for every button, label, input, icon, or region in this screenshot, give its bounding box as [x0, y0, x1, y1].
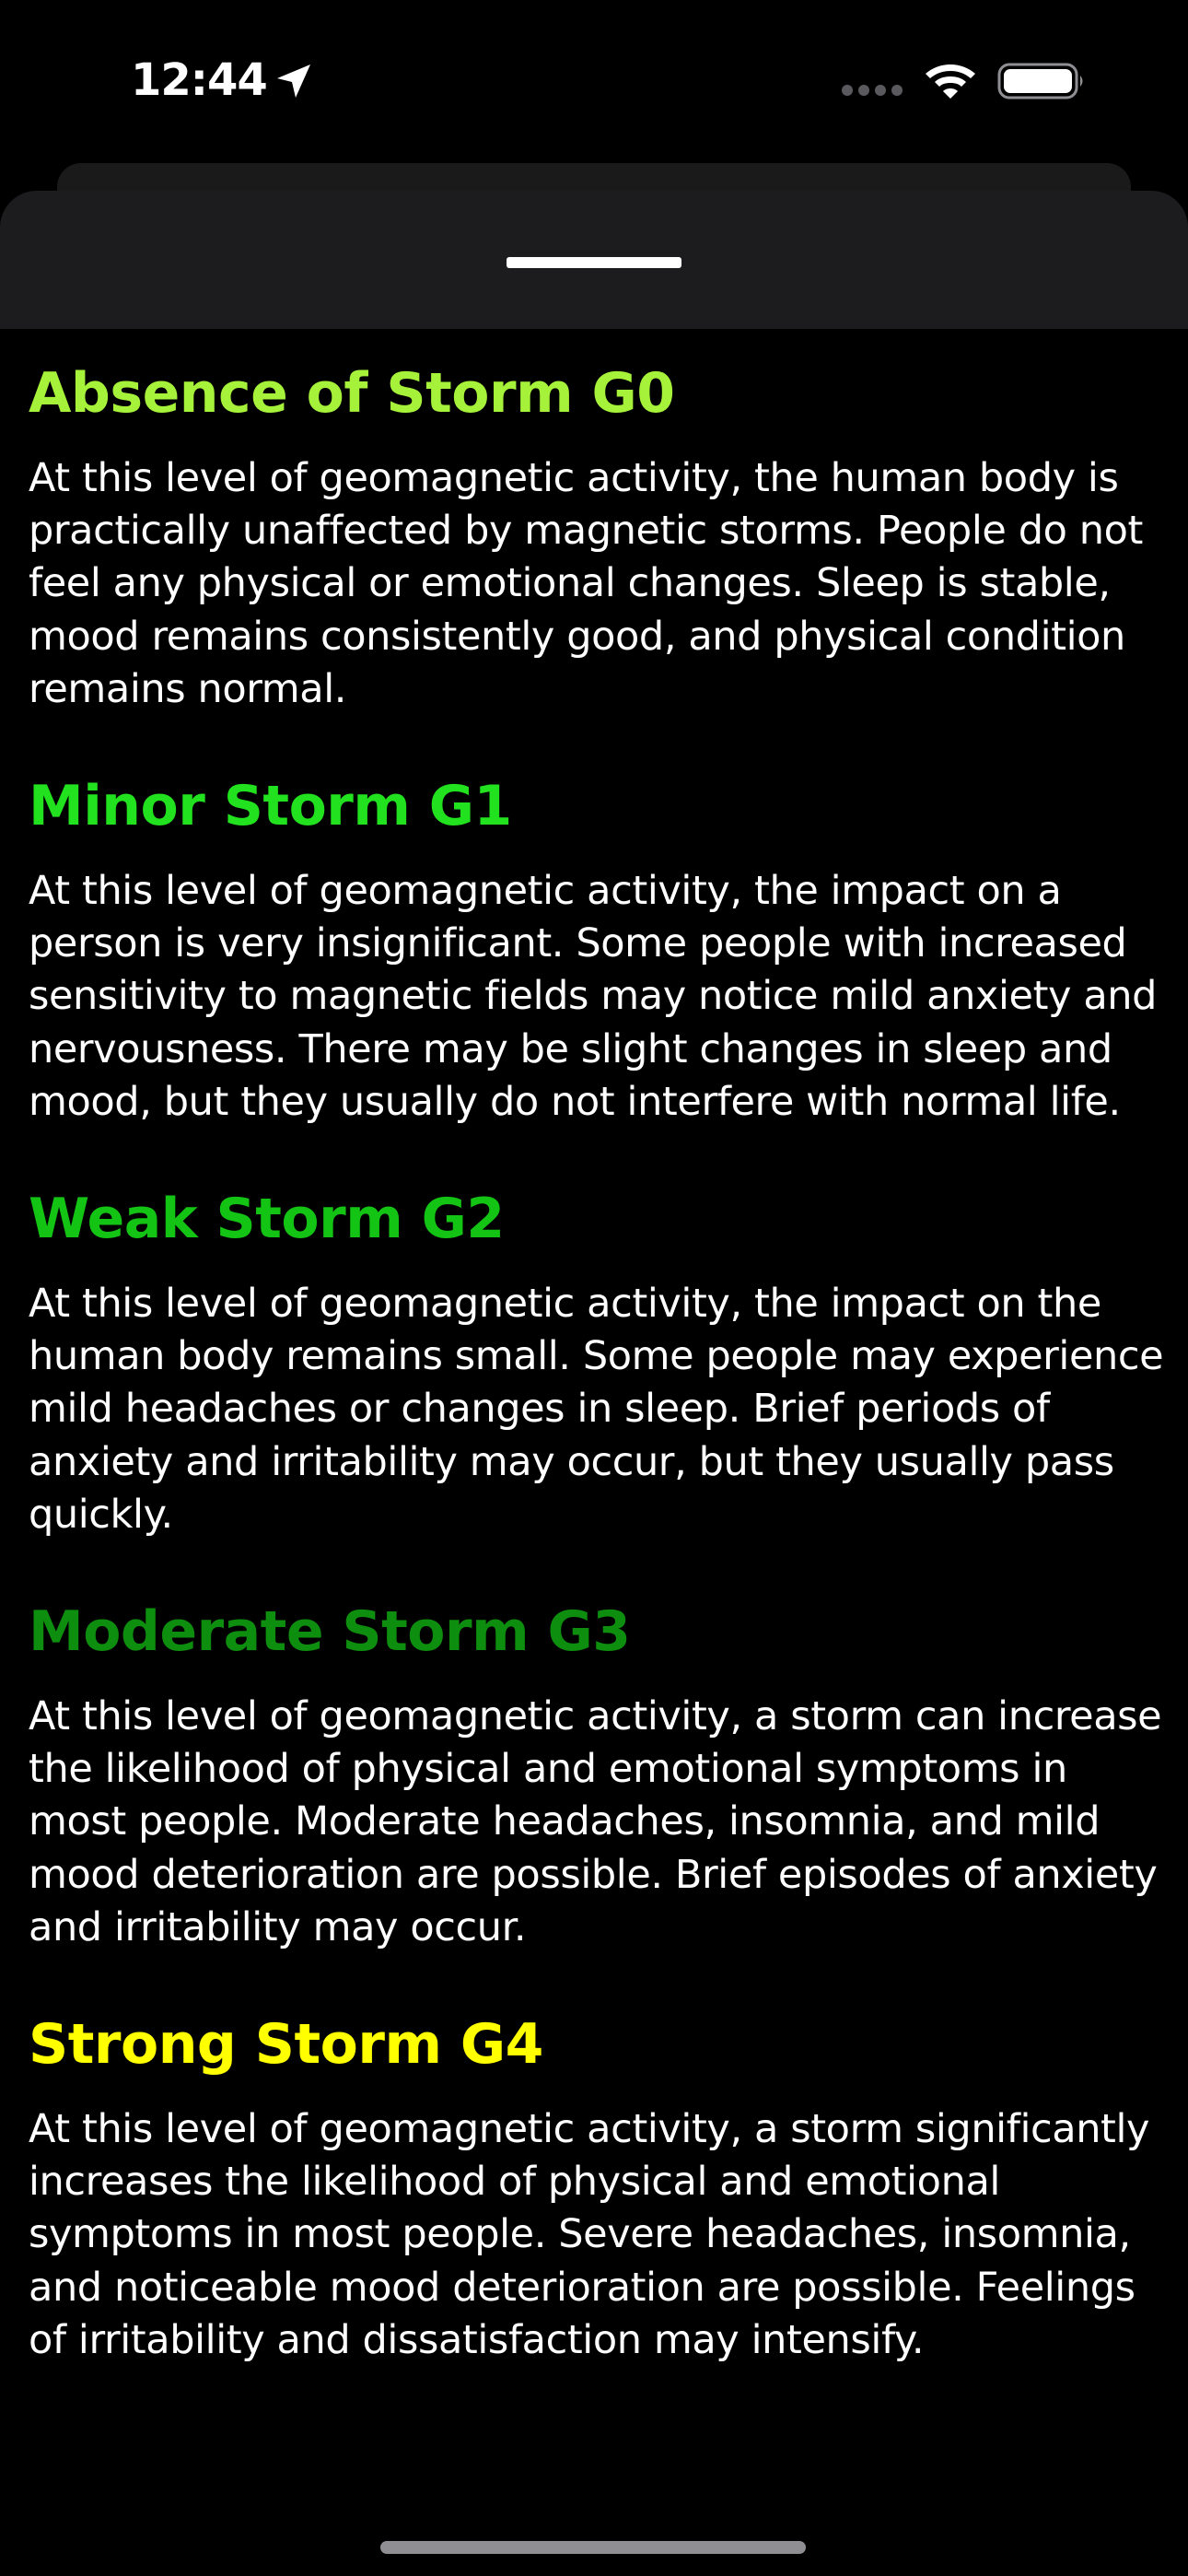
status-bar: [0, 0, 1188, 157]
section-description: At this level of geomagnetic activity, the impact on a person is very insignificant. Some people with increased sensitivity to magnetic fields may notice mild anxiety and nervousness. There may be slight changes in sleep and mood, but they usually do not interfere with normal life.: [29, 868, 1158, 1125]
sheet-header[interactable]: [0, 191, 1188, 329]
storm-level-g2: [29, 1182, 1171, 1541]
section-title: Moderate Storm G3: [29, 1599, 631, 1665]
section-description: At this level of geomagnetic activity, the human body is practically unaffected by magnetic storms. People do not feel any physical or emotional changes. Sleep is stable, mood remains consistently good, and physical condition remains normal.: [29, 455, 1143, 712]
location-arrow-icon: [274, 61, 314, 101]
home-indicator[interactable]: [380, 2541, 806, 2554]
status-time: 12:44: [131, 54, 267, 106]
storm-level-g1: [29, 769, 1171, 1129]
storm-levels-sheet: [0, 191, 1188, 2576]
sheet-grabber[interactable]: [507, 257, 681, 268]
cellular-signal-icon: [840, 81, 906, 100]
wifi-icon: [924, 59, 977, 100]
storm-level-g0: [29, 357, 1171, 716]
battery-icon: [997, 61, 1086, 101]
section-description: At this level of geomagnetic activity, a storm can increase the likelihood of physical and emotional symptoms in most people. Moderate headaches, insomnia, and mild mood deterioration are possible. Brief episodes of anxiety and irritability may occur.: [29, 1693, 1162, 1950]
section-title: Strong Storm G4: [29, 2012, 543, 2078]
section-description: At this level of geomagnetic activity, a storm significantly increases the likelihood of physical and emotional symptoms in most people. Severe headaches, insomnia, and noticeable mood deterioration are possible. Feelings of irritability and dissatisfaction may intensify.: [29, 2106, 1150, 2363]
storm-level-g4: [29, 2008, 1171, 2367]
section-title: Minor Storm G1: [29, 774, 512, 839]
section-title: Absence of Storm G0: [29, 361, 675, 426]
section-description: At this level of geomagnetic activity, the impact on the human body remains small. Some people may experience mild headaches or changes in sleep. Brief periods of anxiety and irritability may occur, but they usually pass quickly.: [29, 1281, 1164, 1538]
storm-level-g3: [29, 1595, 1171, 1954]
section-title: Weak Storm G2: [29, 1187, 505, 1252]
storm-levels-list: [29, 357, 1171, 2420]
